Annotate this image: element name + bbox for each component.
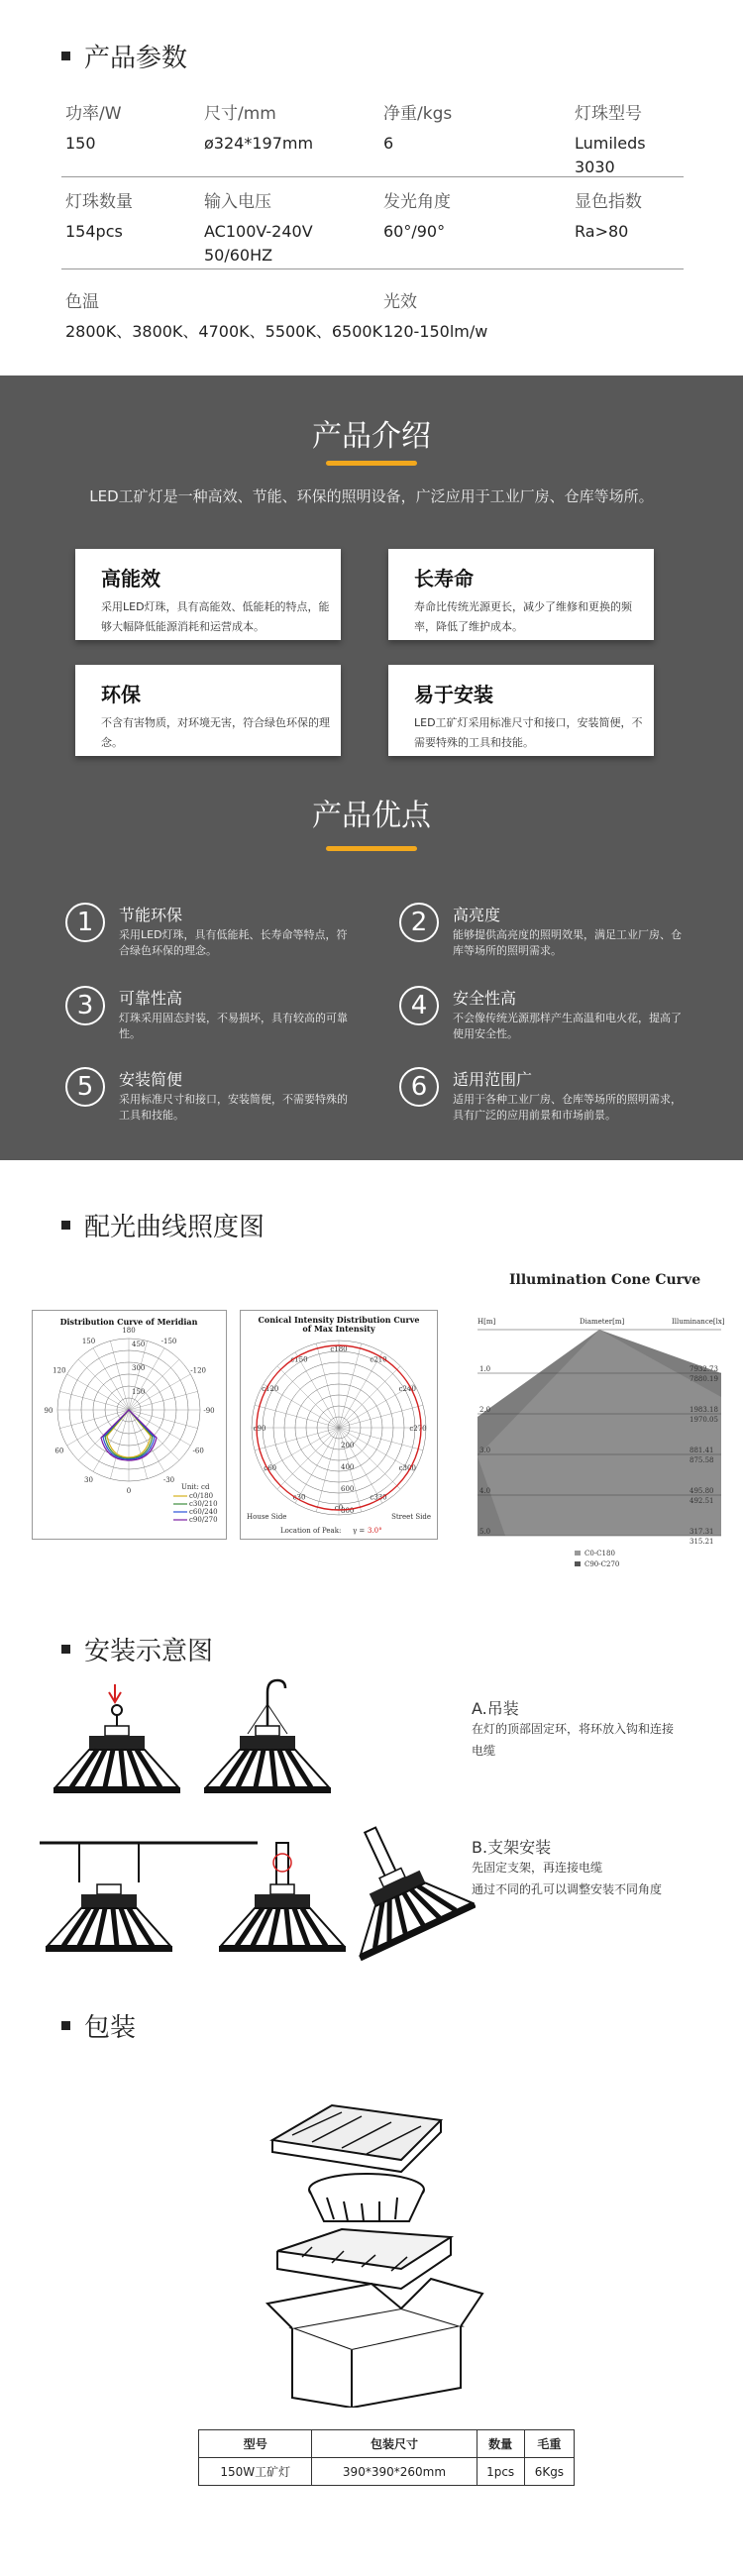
angle-tick-label: -150	[160, 1337, 177, 1345]
angle-tick-label: c180	[330, 1345, 348, 1353]
grid-spoke	[255, 1428, 339, 1450]
feature-card-efficiency: 高能效 采用LED灯珠，具有高能效、低能耗的特点，能够大幅降低能源消耗和运营成本。	[75, 549, 341, 640]
conical-grid	[252, 1341, 427, 1515]
grid-spoke	[339, 1428, 400, 1489]
grid-spoke	[67, 1410, 129, 1446]
angle-tick-label: 120	[53, 1366, 66, 1375]
legend-label: c60/240	[189, 1508, 218, 1516]
angle-tick-label: c330	[370, 1493, 387, 1502]
param-power: 功率/W 150	[65, 104, 122, 153]
cone-legend-c0: C0-C180	[584, 1550, 615, 1557]
radius-tick-label: 300	[132, 1364, 146, 1372]
meridian-unit: Unit: cd	[181, 1483, 210, 1491]
number-5-icon: 5	[65, 1067, 105, 1107]
number-1-icon: 1	[65, 903, 105, 942]
hook-lamp-icon	[204, 1680, 331, 1793]
cone-height-label: 1.0	[479, 1365, 491, 1373]
meridian-legend	[173, 1492, 218, 1524]
angle-tick-label: c60	[264, 1464, 277, 1472]
angle-tick-label: c300	[398, 1464, 416, 1472]
table-header: 型号	[199, 2430, 312, 2458]
number-4-icon: 4	[399, 986, 439, 1025]
conical-title-1: Conical Intensity Distribution Curve	[258, 1315, 420, 1325]
lamp-unit-icon	[309, 2174, 424, 2221]
angle-tick-label: c150	[290, 1355, 308, 1364]
grid-spoke	[93, 1348, 129, 1410]
packing-illustration	[253, 2081, 490, 2408]
grid-spoke	[129, 1410, 164, 1471]
advantages-title: 产品优点	[312, 799, 431, 833]
meridian-title: Distribution Curve of Meridian	[59, 1317, 198, 1327]
params-row	[61, 269, 684, 365]
angle-tick-label: 180	[122, 1327, 136, 1335]
radius-tick-label: 400	[341, 1463, 355, 1471]
conical-peak-value: 3.0°	[368, 1527, 382, 1535]
radius-tick-label: 150	[132, 1388, 146, 1396]
packing-table	[198, 2429, 575, 2486]
cone-legend	[575, 1550, 619, 1568]
feature-card-install: 易于安装 LED工矿灯采用标准尺寸和接口，安装简便，不需要特殊的工具和技能。	[388, 665, 654, 756]
cone-height-label: 2.0	[479, 1406, 491, 1414]
angle-tick-label: c0	[334, 1504, 344, 1512]
advantage-item: 3 可靠性高 灯珠采用固态封装，不易损坏，具有较高的可靠性。	[65, 986, 353, 1042]
grid-spoke	[67, 1374, 129, 1410]
cone-title: Illumination Cone Curve	[509, 1272, 701, 1288]
install-b-desc: 先固定支架，再连接电缆 通过不同的孔可以调整安装不同角度	[472, 1861, 663, 1896]
angle-tick-label: c210	[370, 1355, 387, 1364]
cone-value-label: 7932.73	[690, 1365, 718, 1373]
param-cct: 色温 2800K、3800K、4700K、5500K、6500K	[65, 292, 383, 341]
number-3-icon: 3	[65, 986, 105, 1025]
angle-tick-label: c30	[292, 1493, 306, 1502]
table-header-row	[199, 2430, 575, 2458]
meridian-curve-panel	[32, 1310, 227, 1540]
cone-value-label: 881.41	[690, 1447, 714, 1454]
angle-tick-label: 0	[126, 1487, 132, 1495]
cone-legend-swatch	[575, 1561, 581, 1566]
title-bullet-icon	[61, 1221, 70, 1230]
param-voltage: 输入电压 AC100V-240V 50/60HZ	[204, 192, 313, 265]
carton-box-icon	[267, 2279, 482, 2408]
radius-tick-label: 450	[132, 1341, 146, 1348]
grid-spoke	[316, 1428, 339, 1512]
installation-illustrations	[40, 1674, 476, 1982]
cone-value-label: 315.21	[690, 1538, 714, 1546]
angle-tick-label: 60	[54, 1447, 64, 1455]
packing-title: 包装	[61, 2007, 136, 2044]
conical-peak-label: Location of Peak:	[280, 1527, 342, 1535]
cone-legend-swatch	[575, 1551, 581, 1556]
cone-value-label: 317.31	[690, 1528, 714, 1536]
number-2-icon: 2	[399, 903, 439, 942]
conical-gamma: γ =	[353, 1527, 366, 1535]
conical-curve-panel	[240, 1310, 438, 1540]
table-header: 数量	[477, 2430, 524, 2458]
param-efficacy: 光效 120-150lm/w	[383, 292, 488, 341]
param-beam-angle: 发光角度 60°/90°	[383, 192, 451, 241]
feature-card-eco: 环保 不含有害物质，对环境无害，符合绿色环保的理念。	[75, 665, 341, 756]
conical-house-side: House Side	[247, 1513, 287, 1521]
radius-tick-label: 600	[341, 1485, 355, 1493]
grid-spoke	[277, 1366, 339, 1428]
title-bullet-icon	[61, 2021, 70, 2030]
number-6-icon: 6	[399, 1067, 439, 1107]
table-cell: 150W工矿灯	[199, 2458, 312, 2486]
bracket-mount-lamp-icon	[219, 1843, 346, 1952]
grid-spoke	[277, 1428, 339, 1489]
intro-underline	[326, 461, 417, 466]
cone-value-label: 1983.18	[690, 1406, 718, 1414]
cone-value-label: 495.80	[690, 1487, 714, 1495]
table-cell: 6Kgs	[524, 2458, 574, 2486]
grid-spoke	[339, 1366, 400, 1428]
param-cri: 显色指数 Ra>80	[575, 192, 642, 241]
cone-legend-c90: C90-C270	[584, 1560, 620, 1568]
install-a-title: A.吊装	[472, 1699, 519, 1718]
radius-tick-label: 200	[341, 1442, 355, 1449]
intro-title: 产品介绍	[312, 419, 431, 454]
advantage-item: 2 高亮度 能够提供高亮度的照明效果，满足工业厂房、仓库等场所的照明需求。	[399, 903, 687, 959]
foam-top-icon	[272, 2105, 441, 2172]
legend-label: c90/270	[189, 1516, 218, 1524]
bracket-lamp-icon	[40, 1843, 258, 1952]
cone-height-label: 4.0	[479, 1487, 491, 1495]
angle-tick-label: 30	[84, 1476, 93, 1485]
grid-spoke	[78, 1359, 129, 1410]
angle-tick-label: 150	[81, 1337, 96, 1345]
conical-polar-chart	[241, 1311, 437, 1539]
angle-tick-label: c90	[253, 1425, 266, 1433]
cone-height-label: 3.0	[479, 1447, 491, 1454]
grid-spoke	[255, 1405, 339, 1428]
params-row	[61, 91, 684, 177]
title-bullet-icon	[61, 52, 70, 60]
grid-spoke	[93, 1410, 129, 1471]
angle-tick-label: -120	[190, 1366, 207, 1375]
params-title: 产品参数	[61, 38, 187, 74]
table-cell: 390*390*260mm	[312, 2458, 477, 2486]
install-b-title: B.支架安装	[472, 1838, 552, 1857]
advantage-item: 5 安装简便 采用标准尺寸和接口，安装简便，不需要特殊的工具和技能。	[65, 1067, 353, 1124]
radius-tick-label: 800	[341, 1507, 355, 1515]
param-weight: 净重/kgs 6	[383, 104, 453, 153]
intro-band	[0, 376, 743, 1160]
param-led-count: 灯珠数量 154pcs	[65, 192, 133, 241]
feature-card-lifespan: 长寿命 寿命比传统光源更长，减少了维修和更换的频率，降低了维护成本。	[388, 549, 654, 640]
legend-label: c30/210	[189, 1500, 218, 1508]
conical-street-side: Street Side	[391, 1513, 431, 1521]
install-a-desc: 在灯的顶部固定环，将环放入钩和连接 电缆	[472, 1722, 675, 1758]
advantage-item: 1 节能环保 采用LED灯珠，具有低能耗、长寿命等特点，符合绿色环保的理念。	[65, 903, 353, 959]
intro-text: LED工矿灯是一种高效、节能、环保的照明设备，广泛应用于工业厂房、仓库等场所。	[89, 487, 654, 505]
cone-value-label: 875.58	[690, 1456, 714, 1464]
pendant-lamp-icon	[53, 1684, 180, 1793]
illumination-cone-chart	[466, 1308, 733, 1570]
grid-spoke	[339, 1343, 362, 1428]
curves-title: 配光曲线照度图	[61, 1207, 265, 1243]
foam-bottom-icon	[277, 2229, 451, 2289]
param-led-model: 灯珠型号 Lumileds 3030	[575, 104, 646, 176]
param-size: 尺寸/mm ø324*197mm	[204, 104, 314, 153]
grid-spoke	[129, 1410, 190, 1446]
cone-i-label: Illuminance[lx]	[672, 1318, 725, 1326]
cone-value-label: 492.51	[690, 1497, 714, 1505]
params-grid	[61, 91, 684, 365]
legend-label: c0/180	[189, 1492, 214, 1500]
cone-value-label: 1970.05	[690, 1416, 718, 1424]
advantage-item: 4 安全性高 不会像传统光源那样产生高温和电火花，提高了使用安全性。	[399, 986, 687, 1042]
meridian-polar-chart	[33, 1311, 226, 1539]
table-header: 毛重	[524, 2430, 574, 2458]
cone-height-label: 5.0	[479, 1528, 491, 1536]
angle-tick-label: -90	[203, 1407, 215, 1415]
angle-tick-label: c270	[409, 1425, 427, 1433]
table-header: 包装尺寸	[312, 2430, 477, 2458]
table-cell: 1pcs	[477, 2458, 524, 2486]
conical-title-2: of Max Intensity	[302, 1324, 375, 1334]
grid-spoke	[292, 1428, 339, 1503]
advantages-underline	[326, 846, 417, 851]
cone-d-label: Diameter[m]	[580, 1318, 625, 1326]
angle-tick-label: c240	[398, 1385, 416, 1393]
table-row	[199, 2458, 575, 2486]
cone-h-label: H[m]	[478, 1318, 496, 1326]
cone-value-label: 7880.19	[690, 1375, 718, 1383]
params-row	[61, 177, 684, 269]
title-bullet-icon	[61, 1645, 70, 1654]
advantage-item: 6 适用范围广 适用于各种工业厂房、仓库等场所的照明需求，具有广泛的应用前景和市场前景。	[399, 1067, 687, 1124]
angle-tick-label: -30	[162, 1476, 175, 1485]
angle-tick-label: -60	[192, 1447, 204, 1455]
grid-spoke	[129, 1348, 164, 1410]
install-title: 安装示意图	[61, 1631, 213, 1667]
grid-spoke	[316, 1343, 339, 1428]
angle-tick-label: 90	[44, 1407, 53, 1415]
angle-tick-label: c120	[262, 1385, 279, 1393]
